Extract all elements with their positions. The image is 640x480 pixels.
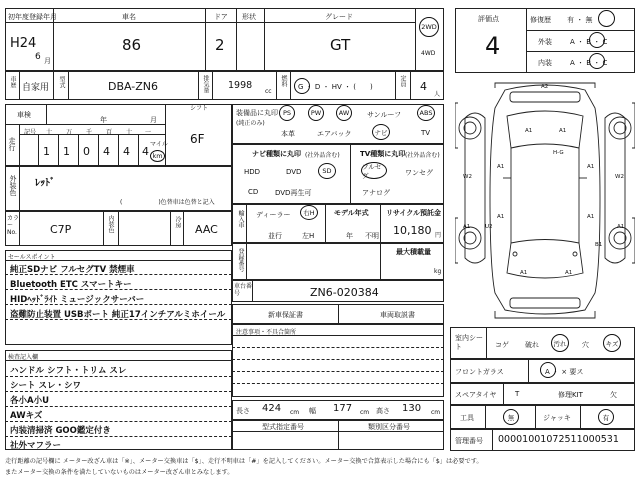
- person-unit: 人: [434, 91, 441, 98]
- sales-point-line: Bluetooth ETC スマートキー: [10, 280, 132, 290]
- cm-unit: cm: [360, 409, 370, 416]
- footer-note-2: またメーター交換の条件を満たしていないものはメーター改ざん車とみなします。: [5, 469, 234, 476]
- warranty-label: 新車保証書: [268, 311, 303, 319]
- yen-unit: 円: [435, 232, 442, 239]
- front-glass-label: フロントガラス: [455, 368, 504, 376]
- notes-label: 注意事項・不具合箇所: [236, 329, 297, 336]
- damage-label-hg: H-G: [553, 150, 564, 156]
- spare-none: 欠: [610, 391, 617, 399]
- reg-no-label: 登録番号: [237, 248, 244, 272]
- nav-type-sub: (社外品含む): [305, 152, 340, 159]
- damage-label-a1: A1: [565, 270, 573, 276]
- spare-t: T: [515, 390, 520, 398]
- damage-label-a1: A1: [587, 164, 595, 170]
- interior-color-label: 内装色: [107, 215, 114, 233]
- digit-label-4: 百: [106, 129, 113, 136]
- inspector-notes-label: 検査記入欄: [8, 354, 39, 361]
- mileage-digit: 4: [123, 145, 130, 158]
- ac-label: 冷房: [174, 216, 181, 228]
- ac-type: AAC: [195, 223, 218, 236]
- shift-label: シフト: [190, 105, 209, 112]
- tools-none-circle: 無: [503, 409, 519, 425]
- digit-label-5: 十: [126, 129, 133, 136]
- import-label: 輸入車: [237, 210, 244, 228]
- drive-2wd-circle: 2WD: [419, 17, 439, 37]
- equip-tv: TV: [421, 129, 431, 137]
- interior-label: 内装: [538, 59, 552, 67]
- inspector-note-line: シート スレ・シワ: [10, 381, 81, 391]
- fuel-options: G ・ D ・ HV ・ ( ): [298, 83, 373, 91]
- damage-label-a1: A1: [525, 128, 533, 134]
- cc-unit: cc: [265, 88, 272, 95]
- drive-4wd: 4WD: [421, 50, 436, 57]
- digit-label-6: 一: [145, 129, 152, 136]
- damage-label-a1: A1: [497, 164, 505, 170]
- color-no-label: カラーNo.: [7, 215, 20, 236]
- equipment-label: 装備品に丸印: [236, 109, 278, 117]
- digit-label-0: 記号: [24, 129, 37, 136]
- nav-dvd: DVD: [286, 168, 302, 176]
- mileage-digit: 4: [142, 145, 149, 158]
- model-year-unknown: 不明: [365, 232, 379, 240]
- fuel-label: 燃料: [280, 75, 287, 87]
- shift: 6F: [190, 132, 205, 146]
- sales-points-label: セールスポイント: [8, 254, 56, 261]
- kg-unit: kg: [434, 268, 442, 275]
- spare-repair-kit: 修理KIT: [558, 391, 583, 399]
- color-change-note: ( )色替車は色替と記入: [120, 199, 215, 206]
- repair-label: 修復歴: [530, 16, 551, 24]
- inspection-label: 車検: [17, 111, 31, 119]
- tv-type-sub: (社外品含む): [405, 152, 440, 159]
- import-right-hand: 右H: [300, 205, 318, 220]
- damage-label-a1: A1: [520, 270, 528, 276]
- digit-label-2: 万: [66, 129, 73, 136]
- disp-label: 排気量: [202, 75, 209, 93]
- cm-unit: cm: [290, 409, 300, 416]
- height-label: 高さ: [376, 407, 390, 415]
- damage-label-b1: B1: [595, 242, 603, 248]
- model-year-label: モデル年式: [334, 209, 369, 217]
- import-left-hand: 左H: [302, 232, 315, 240]
- color-no: C7P: [50, 223, 72, 236]
- footer-note-1: 走行距離の記号欄に メーター改ざん車は「※」、メーター交換車は「$」、走行不明車は「#」を記入してください。メーター交換で合算表示した場合にも「$」は必要です。: [5, 458, 483, 465]
- type-no-label: 型式指定番号: [262, 423, 304, 431]
- score-value: 4: [485, 32, 501, 60]
- equip-pw: PW: [308, 105, 324, 121]
- car-diagram: [455, 78, 635, 323]
- damage-label-a2: A2: [541, 84, 549, 90]
- damage-label-u2: U2: [485, 224, 493, 230]
- row2: [5, 71, 444, 100]
- import-dealer: ディーラー: [256, 211, 291, 219]
- reg-year: H24: [10, 36, 37, 51]
- mileage-digit: 4: [103, 145, 110, 158]
- reg-year-label: 初年度登録年月: [8, 13, 57, 21]
- control-number: 00001001072511000531: [498, 434, 619, 445]
- seat-scratch: キズ: [603, 334, 621, 352]
- damage-label-a1: A1: [497, 214, 505, 220]
- inspector-note-line: 社外マフラー: [10, 441, 62, 451]
- equip-leather: 本革: [281, 130, 295, 138]
- chassis-no: ZN6-020384: [310, 286, 379, 299]
- mileage-label: 走行: [8, 137, 16, 151]
- chassis-label: 車台番号: [234, 283, 253, 297]
- exterior-color: ﾚｯﾄﾞ: [35, 178, 55, 189]
- equipment-sub: (純正のみ): [236, 120, 265, 127]
- inspection-year: 年: [100, 116, 107, 124]
- jack-present-circle: 有: [598, 409, 614, 425]
- repair-none-circle: [598, 10, 615, 27]
- damage-label-w2: W2: [615, 174, 624, 180]
- model-code: DBA-ZN6: [108, 80, 159, 93]
- equip-airbag: エアバック: [317, 130, 352, 138]
- height: 130: [402, 403, 422, 414]
- grade-label: グレード: [325, 13, 353, 21]
- month-unit: 月: [44, 57, 51, 65]
- max-load-label: 最大積載量: [396, 248, 431, 256]
- jack-label: ジャッキ: [543, 414, 571, 422]
- nav-cd: CD: [248, 188, 259, 196]
- repair-options: 有 ・ 無: [567, 16, 593, 24]
- car-cat-label: 車歴: [9, 76, 16, 88]
- displacement: 1998: [228, 80, 253, 91]
- car-name: 86: [122, 36, 142, 54]
- km-circle: km: [150, 150, 165, 162]
- digit-label-3: 千: [86, 129, 93, 136]
- use-type: 自家用: [22, 83, 50, 93]
- damage-label-w2: W2: [463, 174, 472, 180]
- spare-label: スペアタイヤ: [455, 391, 497, 399]
- mileage-digit: 1: [63, 145, 70, 158]
- door-label: ドア: [214, 13, 228, 21]
- nav-sd: SD: [318, 163, 336, 179]
- tv-fullseg: フルセグ: [361, 162, 387, 179]
- tv-type-label: TV種類に丸印: [360, 150, 406, 158]
- mileage-digit: 1: [43, 145, 50, 158]
- recycle-label: リサイクル預託金: [386, 209, 442, 217]
- exterior-color-label: 外装色: [9, 175, 17, 196]
- equip-navi: ナビ: [372, 124, 390, 140]
- seat-hole: 穴: [582, 341, 589, 349]
- damage-label-a1: A1: [587, 214, 595, 220]
- interior-b-circle: [589, 53, 605, 69]
- damage-label-a1: A1: [617, 224, 625, 230]
- inspector-note-line: ハンドル シフト・トリム スレ: [10, 366, 127, 376]
- door-count: 2: [215, 36, 225, 54]
- model-label: 型式: [58, 76, 65, 88]
- exterior-options: A ・ B ・ C: [570, 38, 608, 46]
- equip-aw: AW: [336, 105, 352, 121]
- sales-point-line: 純正SDナビ フルセグTV 禁煙車: [10, 265, 135, 275]
- equip-sunroof: サンルーフ: [367, 111, 402, 119]
- inspector-note-line: AWキズ: [10, 411, 43, 421]
- tools-label: 工具: [460, 414, 474, 422]
- sales-point-line: HIDﾍｯﾄﾞﾗｲﾄ ミュージックサーバー: [10, 295, 145, 305]
- sales-point-line: 盗難防止装置 USBポート 純正17インチアルミホイール: [10, 310, 226, 320]
- cm-unit: cm: [431, 409, 441, 416]
- width-label: 幅: [309, 407, 316, 415]
- length: 424: [262, 403, 282, 414]
- nav-hdd: HDD: [244, 168, 261, 176]
- capacity-label: 定員: [399, 75, 406, 87]
- seat-tear: 破れ: [525, 341, 539, 349]
- digit-label-1: 十: [46, 129, 53, 136]
- score-label: 評価点: [478, 15, 499, 23]
- reg-month: 6: [35, 52, 41, 62]
- width: 177: [333, 403, 353, 414]
- nav-type-label: ナビ種類に丸印: [252, 150, 301, 158]
- inspector-note-line: 内装清掃済 GOO鑑定付き: [10, 426, 111, 436]
- manual-label: 車両取説書: [380, 311, 415, 319]
- equip-abs: ABS: [417, 105, 435, 121]
- inspection-month: 月: [150, 116, 157, 124]
- mile-label: マイル: [150, 141, 168, 148]
- model-year-unit: 年: [346, 232, 353, 240]
- recycle-fee: 10,180: [393, 224, 432, 237]
- shape-label: 形状: [242, 13, 256, 21]
- seat-stain: 汚れ: [551, 334, 569, 352]
- interior-seat-label: 室内シート: [455, 334, 483, 351]
- tv-analog: アナログ: [362, 189, 390, 197]
- exterior-label: 外装: [538, 38, 552, 46]
- damage-label-a1: A1: [463, 224, 471, 230]
- mileage-digit: 0: [83, 145, 90, 158]
- car-name-label: 車名: [122, 13, 136, 21]
- capacity: 4: [420, 80, 427, 93]
- seat-burn: コゲ: [495, 341, 509, 349]
- nav-dvd-playback: DVD再生可: [275, 189, 312, 197]
- length-label: 長さ: [236, 407, 250, 415]
- grade: GT: [330, 36, 351, 54]
- front-glass-options: A ・ × 要ス: [545, 368, 584, 376]
- exterior-b-circle: [589, 32, 605, 48]
- inspector-note-line: 各小A小U: [10, 396, 49, 406]
- control-label: 管理番号: [455, 437, 483, 445]
- tv-oneseg: ワンセグ: [405, 169, 433, 177]
- interior-options: A ・ B ・ C: [570, 59, 608, 67]
- equip-ps: PS: [279, 105, 295, 121]
- damage-label-a1: A1: [559, 128, 567, 134]
- category-no-label: 類別区分番号: [368, 423, 410, 431]
- import-parallel: 並行: [268, 232, 282, 240]
